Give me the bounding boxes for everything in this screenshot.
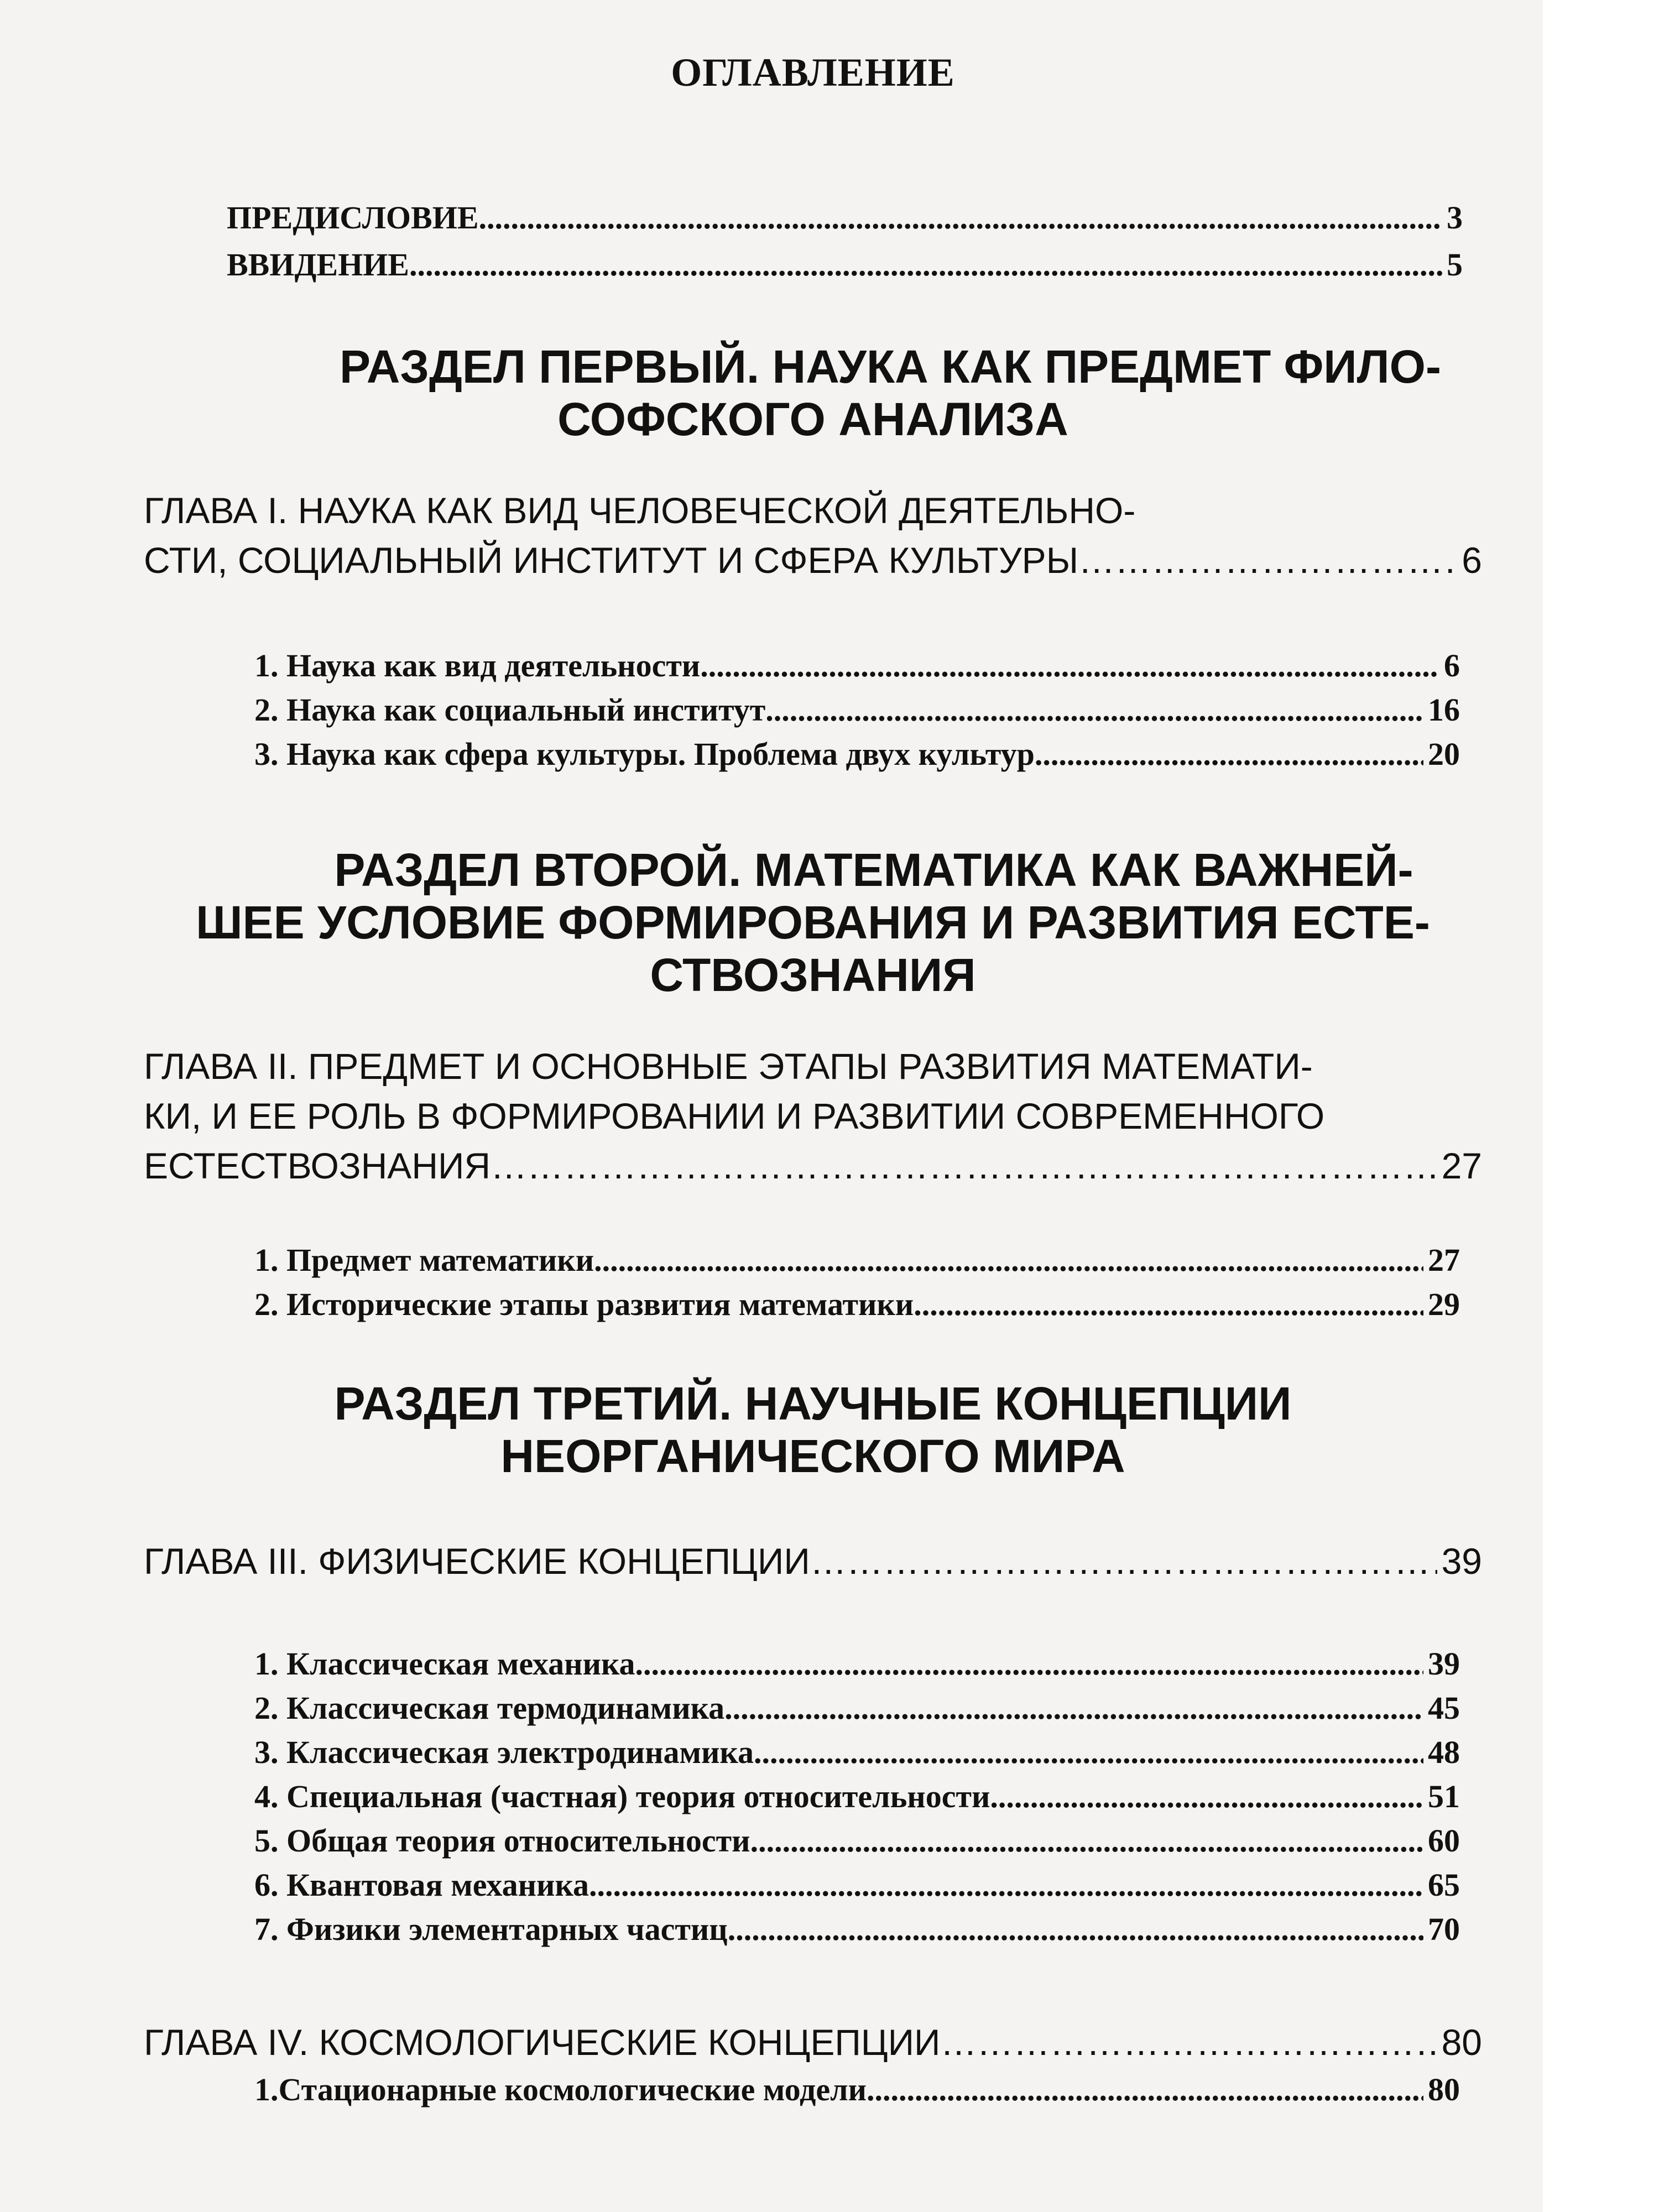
entry-label: 2. Наука как социальный институт — [254, 692, 766, 728]
entry-label: СТИ, СОЦИАЛЬНЫЙ ИНСТИТУТ И СФЕРА КУЛЬТУРЫ — [144, 540, 1079, 581]
toc-entry-chapter-3 — [144, 1540, 1482, 1582]
toc-entry-chapter-1 — [144, 539, 1482, 581]
toc-title: ОГЛАВЛЕНИЕ — [671, 50, 955, 95]
part-title: РАЗДЕЛ ПЕРВЫЙ. НАУКА КАК ПРЕДМЕТ ФИЛО- — [340, 341, 1441, 393]
leader-dots — [700, 647, 1439, 684]
part-title: РАЗДЕЛ ВТОРОЙ. МАТЕМАТИКА КАК ВАЖНЕЙ- — [334, 844, 1413, 896]
chapter-heading: ГЛАВА I. НАУКА КАК ВИД ЧЕЛОВЕЧЕСКОЙ ДЕЯТЕЛЬНО- — [144, 490, 1136, 531]
entry-page-number: 80 — [1441, 2022, 1482, 2063]
toc-entry-chapter-4 — [144, 2021, 1482, 2063]
entry-page-number: 45 — [1428, 1690, 1460, 1726]
entry-label: 1. Предмет математики — [254, 1242, 594, 1278]
part-title: СОФСКОГО АНАЛИЗА — [557, 393, 1068, 445]
leader-dots — [1035, 735, 1423, 773]
part-title: РАЗДЕЛ ТРЕТИЙ. НАУЧНЫЕ КОНЦЕПЦИИ — [334, 1378, 1292, 1430]
entry-label: ГЛАВА IV. КОСМОЛОГИЧЕСКИЕ КОНЦЕПЦИИ — [144, 2022, 941, 2063]
entry-page-number: 29 — [1428, 1286, 1460, 1322]
entry-label: 6. Квантовая механика — [254, 1867, 589, 1903]
toc-entry-section — [254, 1822, 1460, 1859]
entry-page-number: 65 — [1428, 1867, 1460, 1903]
toc-entry-section — [254, 735, 1460, 773]
part-title: СТВОЗНАНИЯ — [650, 949, 976, 1001]
entry-page-number: 20 — [1428, 736, 1460, 772]
entry-label: 3. Классическая электродинамика — [254, 1734, 754, 1770]
part-title: НЕОРГАНИЧЕСКОГО МИРА — [500, 1430, 1125, 1482]
entry-page-number: 6 — [1462, 540, 1482, 581]
toc-entry-section — [254, 1866, 1460, 1903]
leader-dots — [724, 1689, 1423, 1726]
entry-label: 2. Исторические этапы развития математики — [254, 1286, 914, 1322]
entry-page-number: 60 — [1428, 1823, 1460, 1859]
entry-page-number: 80 — [1428, 2072, 1460, 2107]
entry-label: 1. Классическая механика — [254, 1646, 635, 1682]
leader-dots — [1078, 539, 1457, 581]
entry-page-number: 70 — [1428, 1911, 1460, 1947]
leader-dots — [941, 2021, 1437, 2063]
entry-label: 1.Стационарные космологические модели — [254, 2072, 867, 2107]
entry-page-number: 16 — [1428, 692, 1460, 728]
entry-label: 4. Специальная (частная) теория относительности — [254, 1778, 990, 1814]
entry-page-number: 39 — [1428, 1646, 1460, 1682]
leader-dots — [765, 691, 1423, 728]
toc-entry-section — [254, 1734, 1460, 1771]
leader-dots — [409, 246, 1442, 283]
leader-dots — [750, 1822, 1423, 1859]
entry-label: ГЛАВА III. ФИЗИЧЕСКИЕ КОНЦЕПЦИИ — [144, 1541, 810, 1582]
page-edge-background — [1543, 0, 1659, 2212]
entry-label: 7. Физики элементарных частиц — [254, 1911, 728, 1947]
entry-page-number: 27 — [1441, 1145, 1482, 1186]
toc-entry-section — [254, 1778, 1460, 1815]
entry-page-number: 27 — [1428, 1242, 1460, 1278]
leader-dots — [479, 199, 1442, 236]
table-of-contents — [144, 0, 1482, 2212]
entry-label: 1. Наука как вид деятельности — [254, 648, 701, 684]
leader-dots — [635, 1645, 1423, 1682]
leader-dots — [728, 1911, 1423, 1948]
entry-label: ВВИДЕНИЕ — [227, 247, 409, 283]
leader-dots — [810, 1540, 1437, 1582]
toc-entry-section — [254, 1241, 1460, 1279]
leader-dots — [594, 1241, 1423, 1279]
entry-page-number: 3 — [1447, 200, 1463, 236]
leader-dots — [914, 1286, 1423, 1323]
toc-entry-section — [254, 2071, 1460, 2108]
chapter-heading: ГЛАВА II. ПРЕДМЕТ И ОСНОВНЫЕ ЭТАПЫ РАЗВИТИЯ МАТЕМАТИ- — [144, 1046, 1313, 1087]
toc-entry-introduction — [227, 246, 1463, 283]
toc-entry-section — [254, 1286, 1460, 1323]
entry-label: 5. Общая теория относительности — [254, 1823, 750, 1859]
entry-label: 3. Наука как сфера культуры. Проблема двух культур — [254, 736, 1035, 772]
leader-dots — [589, 1866, 1423, 1903]
toc-entry-chapter-2 — [144, 1145, 1482, 1187]
toc-entry-section — [254, 691, 1460, 728]
entry-page-number: 5 — [1447, 247, 1463, 283]
entry-label: 2. Классическая термодинамика — [254, 1690, 725, 1726]
entry-label: ЕСТЕСТВОЗНАНИЯ — [144, 1145, 491, 1186]
leader-dots — [990, 1778, 1423, 1815]
entry-page-number: 39 — [1441, 1541, 1482, 1582]
leader-dots — [491, 1145, 1437, 1187]
toc-entry-preface — [227, 199, 1463, 236]
chapter-heading: КИ, И ЕЕ РОЛЬ В ФОРМИРОВАНИИ И РАЗВИТИИ СОВРЕМЕННОГО — [144, 1095, 1325, 1136]
entry-page-number: 51 — [1428, 1778, 1460, 1814]
toc-entry-section — [254, 647, 1460, 684]
leader-dots — [754, 1734, 1423, 1771]
entry-label: ПРЕДИСЛОВИЕ — [227, 200, 479, 236]
part-title: ШЕЕ УСЛОВИЕ ФОРМИРОВАНИЯ И РАЗВИТИЯ ЕСТЕ- — [196, 896, 1430, 948]
toc-entry-section — [254, 1645, 1460, 1682]
entry-page-number: 48 — [1428, 1734, 1460, 1770]
leader-dots — [867, 2071, 1423, 2108]
entry-page-number: 6 — [1444, 648, 1460, 684]
toc-entry-section — [254, 1689, 1460, 1726]
toc-entry-section — [254, 1911, 1460, 1948]
